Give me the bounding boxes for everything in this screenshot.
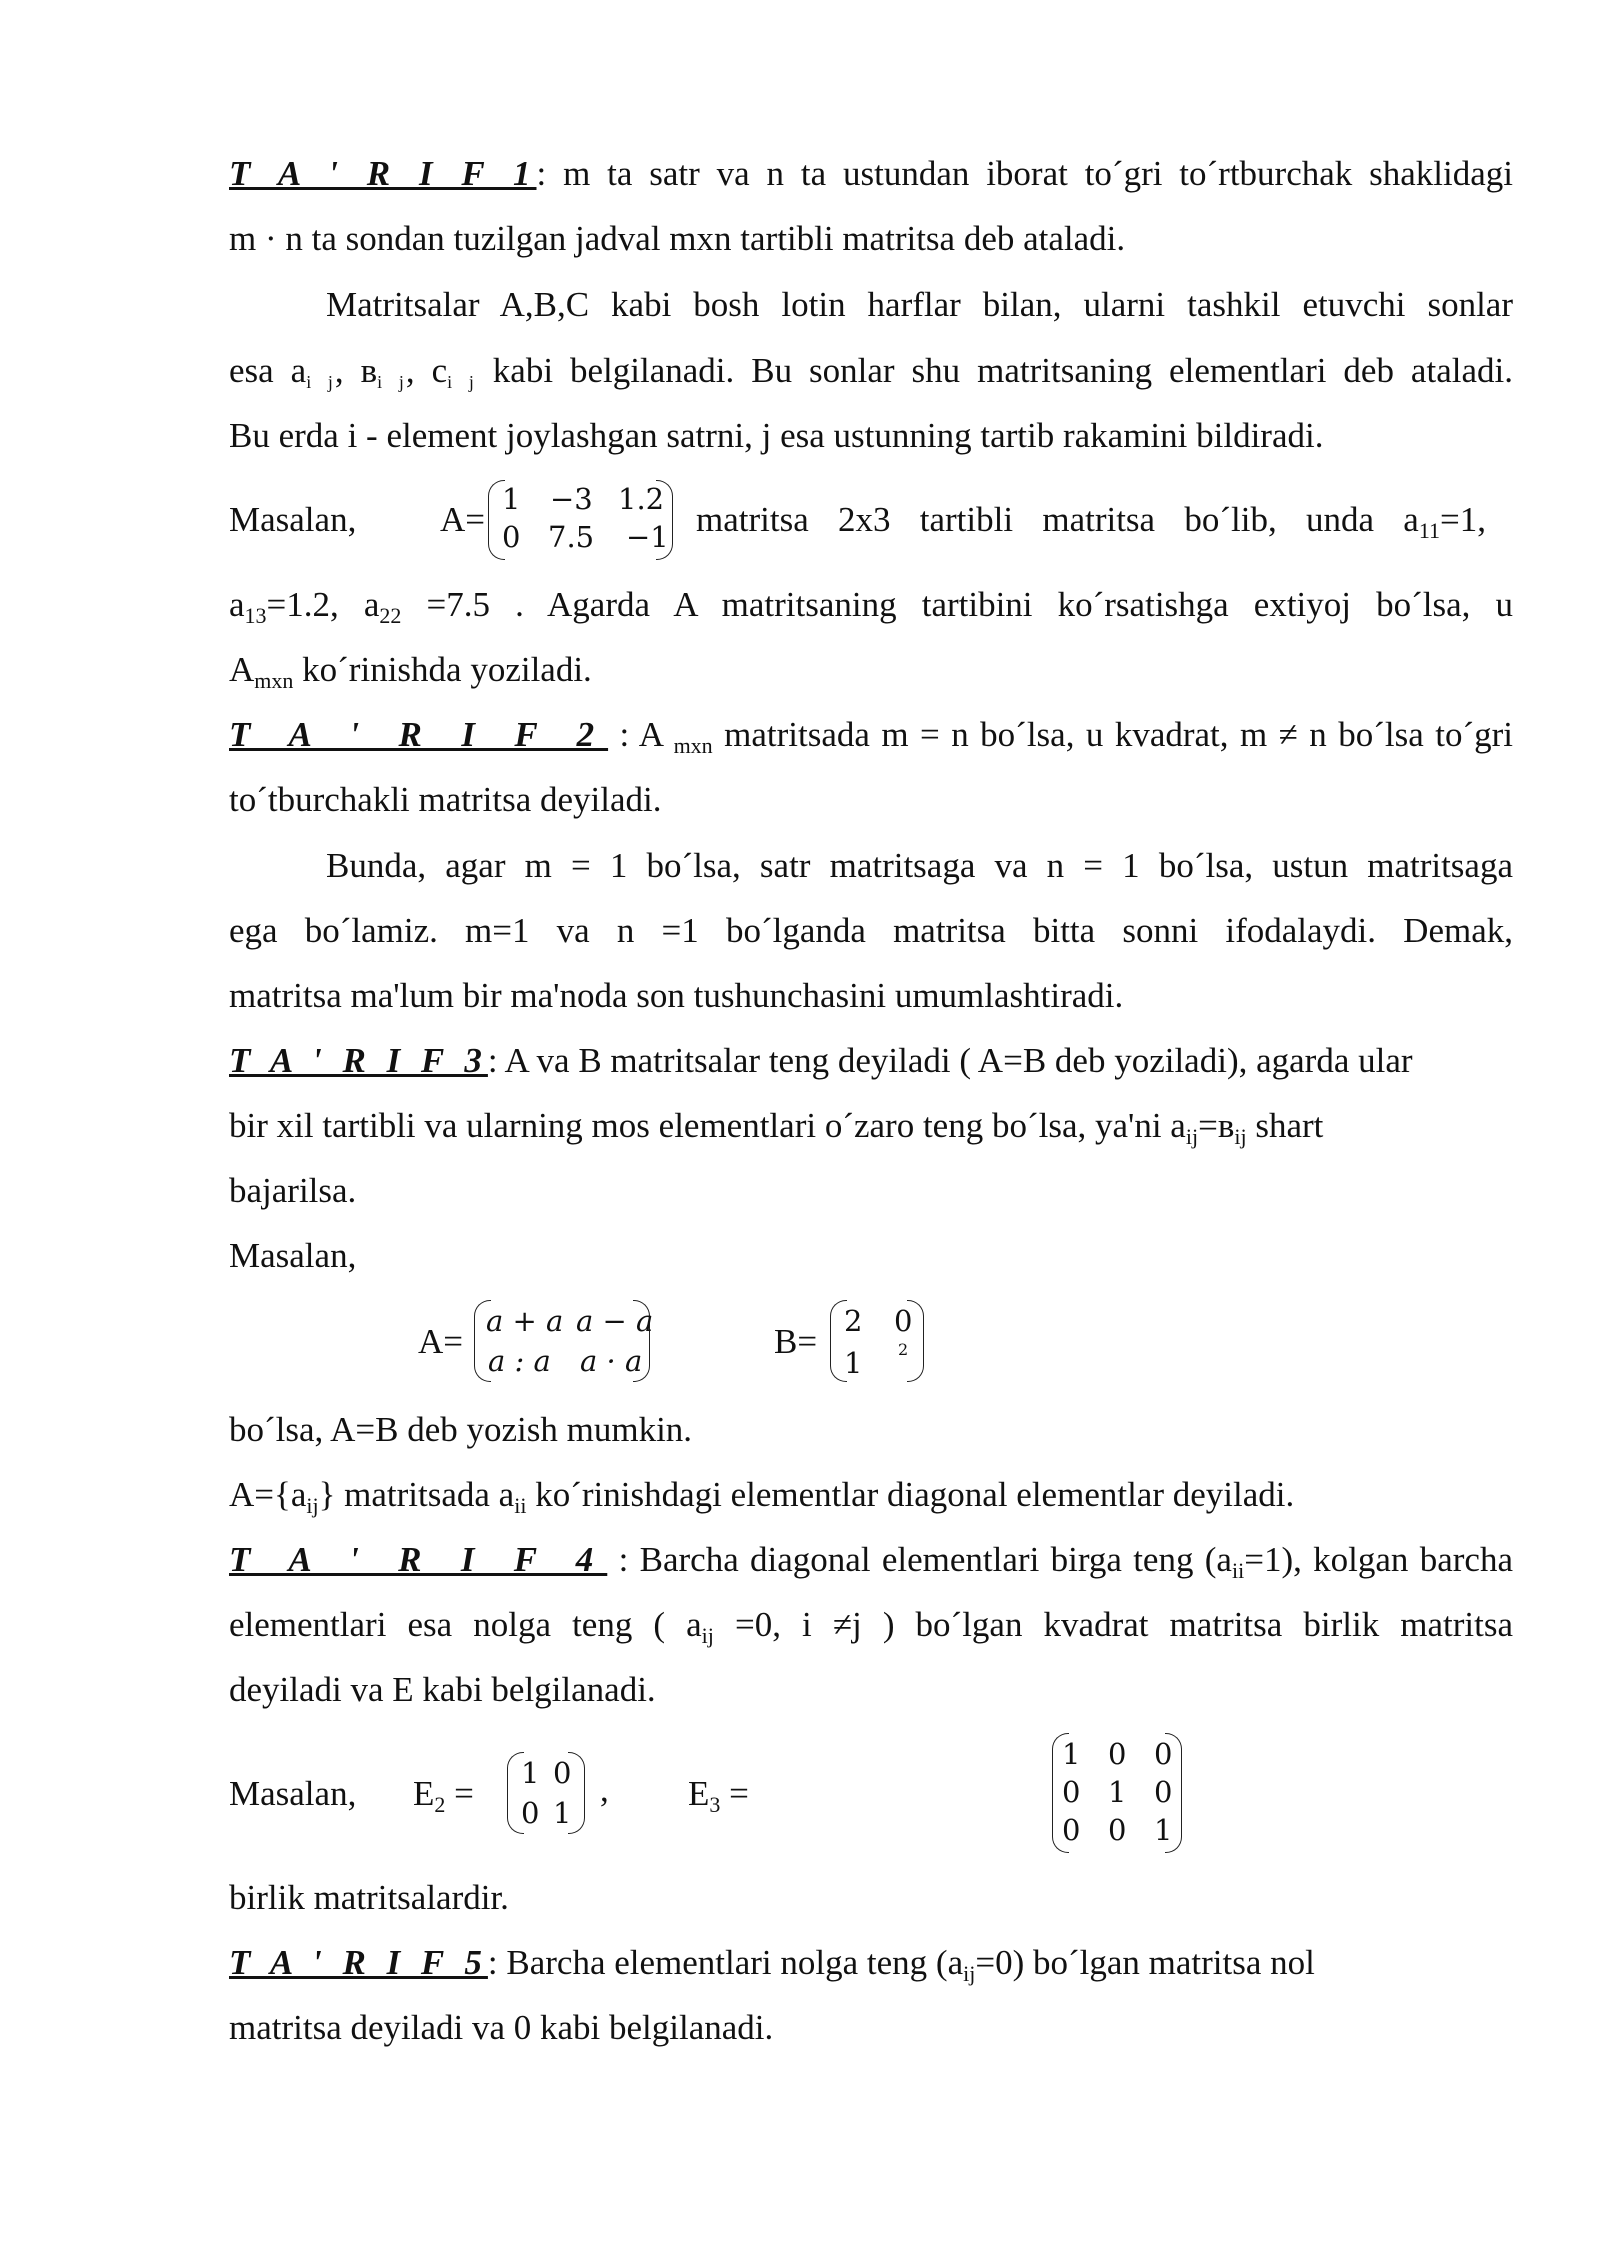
definition-1-line bbox=[229, 152, 1513, 196]
matrix-e3 bbox=[1052, 1733, 1182, 1853]
matrix-cell: 0 bbox=[1108, 1813, 1127, 1847]
matrix-cell: 0 bbox=[1154, 1737, 1173, 1771]
text-fragment: shart bbox=[1246, 1106, 1324, 1145]
definition-4-label: T A ' R I F 4 bbox=[229, 1540, 608, 1579]
definition-1-label: T A ' R I F 1 bbox=[229, 154, 537, 193]
definition-2-label: T A ' R I F 2 bbox=[229, 715, 609, 754]
matrix-cell: 0 bbox=[1062, 1813, 1081, 1847]
subscript: 11 bbox=[1418, 518, 1440, 543]
text-fragment: matritsa 2x3 tartibli matritsa bo´lib, unda a bbox=[696, 500, 1419, 539]
matrix-cell: 0 bbox=[521, 1796, 540, 1830]
definition-1-text: : m ta satr va n ta ustundan iborat to´gri to´rtburchak shaklidagi bbox=[536, 154, 1513, 193]
matrix-cell: 0 bbox=[502, 520, 521, 554]
text-fragment: E bbox=[688, 1774, 710, 1813]
text-line: deyiladi va E kabi belgilanadi. bbox=[229, 1670, 656, 1709]
definition-5-label: T A ' R I F 5 bbox=[229, 1943, 488, 1982]
text-line bbox=[229, 648, 1513, 703]
subscript: ij bbox=[306, 1493, 319, 1518]
subscript: mxn bbox=[254, 668, 294, 693]
matrix-e3-label bbox=[688, 1772, 749, 1827]
matrix-a bbox=[474, 1300, 654, 1382]
matrix-cell: 0 bbox=[1108, 1737, 1127, 1771]
subscript: 3 bbox=[709, 1792, 721, 1817]
matrix-cell: 1 bbox=[1062, 1737, 1081, 1771]
matrix-cell: 1 bbox=[844, 1346, 863, 1380]
subscript: 22 bbox=[379, 603, 402, 628]
subscript: ij bbox=[701, 1623, 714, 1648]
definition-5-line bbox=[229, 1941, 1513, 1996]
subscript: 2 bbox=[434, 1792, 446, 1817]
text-line: bajarilsa. bbox=[229, 1171, 357, 1210]
definition-2-line bbox=[229, 713, 1513, 768]
text-fragment: , c bbox=[405, 351, 448, 390]
subscript: i j bbox=[377, 372, 406, 392]
text-fragment: : Barcha elementlari nolga teng (a bbox=[487, 1943, 964, 1982]
matrix-cell: 1 bbox=[502, 482, 521, 516]
subscript: ij bbox=[1234, 1124, 1247, 1149]
text-line bbox=[229, 1104, 1513, 1159]
matrix-cell: 1 bbox=[1154, 1813, 1173, 1847]
example-label: Masalan, bbox=[229, 1774, 357, 1813]
text-fragment: =в bbox=[1198, 1106, 1235, 1145]
text-fragment: A={a bbox=[229, 1475, 307, 1514]
definition-3-line bbox=[229, 1039, 1513, 1083]
text-line: Masalan, bbox=[229, 1236, 357, 1275]
text-fragment: elementlari esa nolga teng ( a bbox=[229, 1605, 702, 1644]
text-fragment: } matritsada a bbox=[318, 1475, 515, 1514]
matrix-cell: 1.2 bbox=[618, 482, 665, 516]
definition-3-label: T A ' R I F 3 bbox=[229, 1041, 488, 1080]
matrix-cell: a − a bbox=[576, 1304, 654, 1338]
text-fragment: =1), kolgan barcha bbox=[1244, 1540, 1513, 1579]
text-line: bo´lsa, A=B deb yozish mumkin. bbox=[229, 1410, 693, 1449]
text-line bbox=[229, 349, 1513, 404]
text-fragment: =1.2, a bbox=[266, 585, 380, 624]
text-line bbox=[229, 1473, 1513, 1528]
matrix-cell: −1 bbox=[626, 520, 669, 554]
text-line: Matritsalar A,B,C kabi bosh lotin harflar bilan, ularni tashkil etuvchi sonlar bbox=[326, 285, 1513, 324]
text-fragment: A bbox=[229, 650, 255, 689]
matrix-cell: 0 bbox=[553, 1756, 572, 1790]
matrix-cell: −3 bbox=[550, 482, 593, 516]
text-line: ega bo´lamiz. m=1 va n =1 bo´lganda matritsa bitta sonni ifodalaydi. Demak, bbox=[229, 911, 1513, 950]
matrix-cell: 1 bbox=[1108, 1775, 1127, 1809]
subscript: ii bbox=[514, 1493, 527, 1518]
matrix-cell: 1 bbox=[553, 1796, 572, 1830]
text-fragment: : A bbox=[608, 715, 674, 754]
subscript: 13 bbox=[244, 603, 267, 628]
matrix-b bbox=[830, 1300, 924, 1382]
matrix-cell: 2 bbox=[898, 1340, 909, 1359]
text-fragment: a bbox=[229, 585, 245, 624]
text-fragment: ko´rinishdagi elementlar diagonal elementlar deyiladi. bbox=[526, 1475, 1295, 1514]
subscript: i j bbox=[306, 372, 335, 392]
matrix-cell: 2 bbox=[844, 1304, 863, 1338]
text-fragment: = bbox=[720, 1774, 749, 1813]
matrix-cell: a · a bbox=[580, 1344, 643, 1378]
text-fragment: , в bbox=[334, 351, 378, 390]
matrix-a-label: A= bbox=[418, 1322, 464, 1361]
text-line bbox=[229, 1603, 1513, 1658]
text-line: m · n ta sondan tuzilgan jadval mxn tartibli matritsa deb ataladi. bbox=[229, 219, 1126, 258]
subscript: mxn bbox=[673, 733, 713, 758]
matrix-cell: 1 bbox=[521, 1756, 540, 1790]
text-line: matritsa deyiladi va 0 kabi belgilanadi. bbox=[229, 2008, 774, 2047]
text-fragment: : A va B matritsalar teng deyiladi ( A=B deb yoziladi), agarda ular bbox=[487, 1041, 1413, 1080]
matrix-cell: a : a bbox=[488, 1344, 551, 1378]
comma: , bbox=[600, 1770, 609, 1809]
subscript: ij bbox=[1185, 1124, 1199, 1149]
text-line: matritsa ma'lum bir ma'noda son tushunchasini umumlashtiradi. bbox=[229, 976, 1124, 1015]
text-fragment: : Barcha diagonal elementlari birga teng (a bbox=[607, 1540, 1232, 1579]
text-line: Bunda, agar m = 1 bo´lsa, satr matritsaga va n = 1 bo´lsa, ustun matritsaga bbox=[326, 846, 1513, 885]
example-1-text bbox=[696, 498, 1486, 553]
text-line: to´tburchakli matritsa deyiladi. bbox=[229, 780, 662, 819]
example-label: Masalan, bbox=[229, 500, 357, 539]
text-line: birlik matritsalardir. bbox=[229, 1878, 509, 1917]
matrix-cell: 0 bbox=[1062, 1775, 1081, 1809]
text-fragment: =0) bo´lgan matritsa nol bbox=[975, 1943, 1315, 1982]
text-fragment: =7.5 . Agarda A matritsaning tartibini ko´rsatishga extiyoj bo´lsa, u bbox=[401, 585, 1513, 624]
text-line bbox=[229, 583, 1513, 638]
text-fragment: esa a bbox=[229, 351, 307, 390]
text-fragment: =0, i ≠j ) bo´lgan kvadrat matritsa birlik matritsa bbox=[713, 1605, 1514, 1644]
matrix-cell: 0 bbox=[894, 1304, 913, 1338]
subscript: ii bbox=[1231, 1558, 1245, 1583]
matrix-cell: 7.5 bbox=[548, 520, 595, 554]
matrix-cell: 0 bbox=[1154, 1775, 1173, 1809]
text-line: Bu erda i - element joylashgan satrni, j esa ustunning tartib rakamini bildiradi. bbox=[229, 416, 1324, 455]
text-fragment: bir xil tartibli va ularning mos elementlari o´zaro teng bo´lsa, ya'ni a bbox=[229, 1106, 1186, 1145]
definition-4-line bbox=[229, 1538, 1513, 1593]
matrix-e2-label bbox=[413, 1772, 474, 1827]
matrix-a bbox=[488, 480, 673, 560]
text-fragment: ko´rinishda yoziladi. bbox=[293, 650, 592, 689]
text-fragment: =1, bbox=[1440, 500, 1486, 539]
text-fragment: kabi belgilanadi. Bu sonlar shu matritsaning elementlari deb ataladi. bbox=[475, 351, 1513, 390]
matrix-b-label: B= bbox=[774, 1322, 818, 1361]
matrix-e2 bbox=[507, 1752, 585, 1834]
matrix-a-label: A= bbox=[440, 500, 486, 539]
text-fragment: E bbox=[413, 1774, 435, 1813]
matrix-cell: a + a bbox=[486, 1304, 564, 1338]
text-fragment: matritsada m = n bo´lsa, u kvadrat, m ≠ n bo´lsa to´gri bbox=[712, 715, 1513, 754]
subscript: ij bbox=[963, 1961, 976, 1986]
subscript: i j bbox=[447, 372, 476, 392]
text-fragment: = bbox=[445, 1774, 474, 1813]
